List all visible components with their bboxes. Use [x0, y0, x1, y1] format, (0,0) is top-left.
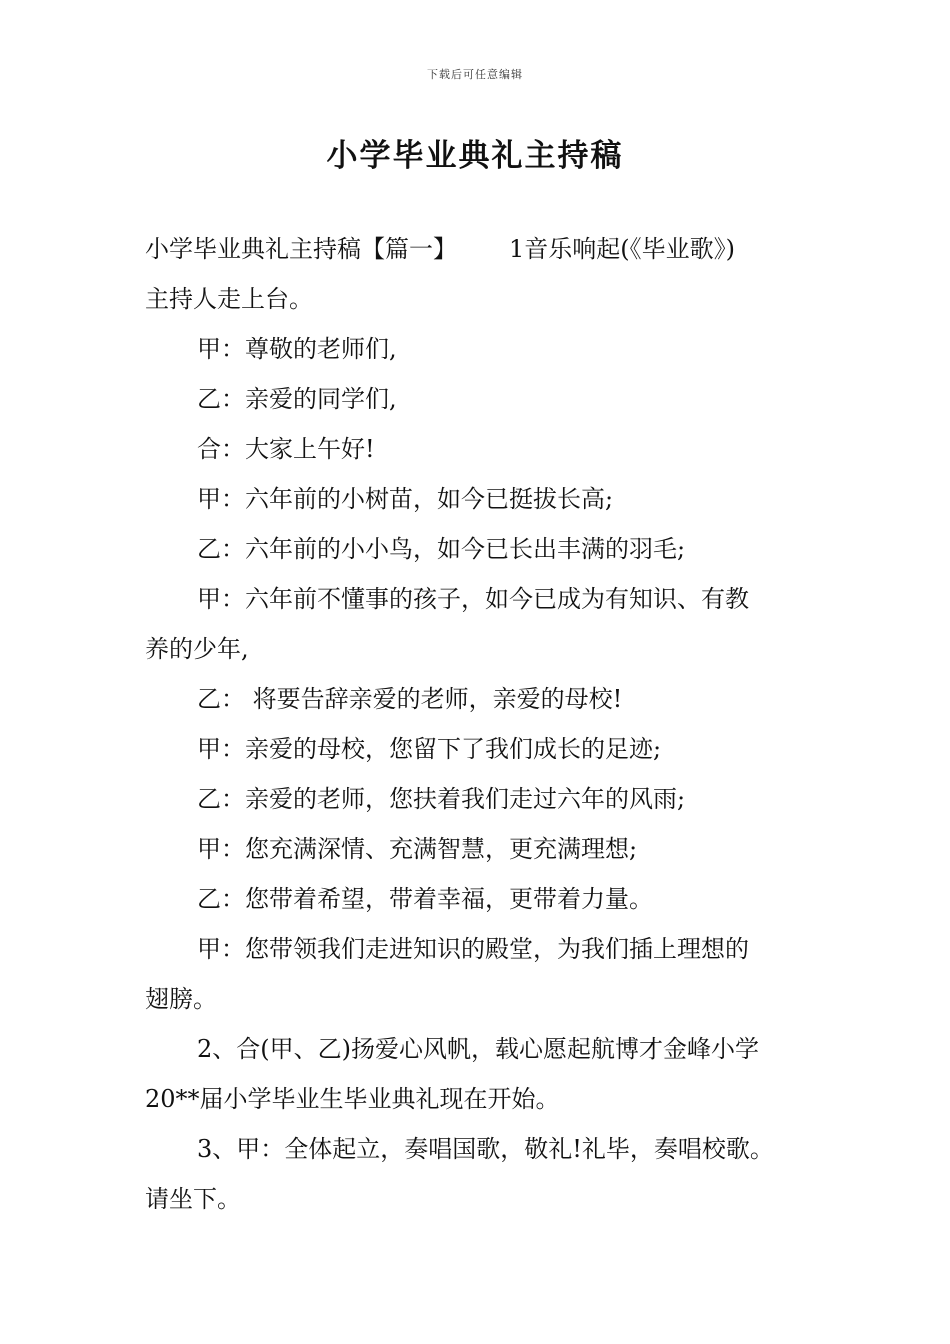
document-title: 小学毕业典礼主持稿 — [326, 138, 624, 174]
dialogue-line: 甲：亲爱的母校，您留下了我们成长的足迹; — [197, 735, 662, 763]
program-step-continued: 请坐下。 — [145, 1185, 241, 1213]
dialogue-line: 乙：亲爱的老师，您扶着我们走过六年的风雨; — [197, 785, 686, 813]
program-step: 2、合(甲、乙)扬爱心风帆，载心愿起航博才金峰小学 — [197, 1035, 759, 1063]
dialogue-line-continued: 养的少年, — [145, 635, 249, 663]
dialogue-line: 乙： 将要告辞亲爱的老师，亲爱的母校! — [197, 685, 623, 713]
dialogue-line: 甲：六年前的小树苗，如今已挺拔长高; — [197, 485, 614, 513]
dialogue-line: 合：大家上午好! — [197, 435, 375, 463]
program-step: 3、甲：全体起立，奏唱国歌，敬礼!礼毕，奏唱校歌。 — [197, 1135, 774, 1163]
section-heading: 小学毕业典礼主持稿【篇一】 — [145, 235, 457, 263]
page-header-note: 下载后可任意编辑 — [427, 68, 523, 81]
intro-paragraph-line1 — [145, 224, 817, 274]
dialogue-line: 甲：尊敬的老师们, — [197, 335, 397, 363]
dialogue-line: 甲：您带领我们走进知识的殿堂，为我们插上理想的 — [197, 935, 749, 963]
program-step-continued: 20**届小学毕业生毕业典礼现在开始。 — [145, 1085, 560, 1113]
dialogue-line: 乙：六年前的小小鸟，如今已长出丰满的羽毛; — [197, 535, 686, 563]
dialogue-line: 甲：您充满深情、充满智慧，更充满理想; — [197, 835, 638, 863]
dialogue-line-continued: 翅膀。 — [145, 985, 217, 1013]
dialogue-line: 乙：亲爱的同学们, — [197, 385, 397, 413]
document-body — [145, 224, 817, 1224]
dialogue-line: 乙：您带着希望，带着幸福，更带着力量。 — [197, 885, 653, 913]
dialogue-line: 甲：六年前不懂事的孩子，如今已成为有知识、有教 — [197, 585, 749, 613]
intro-paragraph-line2: 主持人走上台。 — [145, 285, 313, 313]
music-cue: 1音乐响起(《毕业歌》) — [509, 235, 735, 263]
